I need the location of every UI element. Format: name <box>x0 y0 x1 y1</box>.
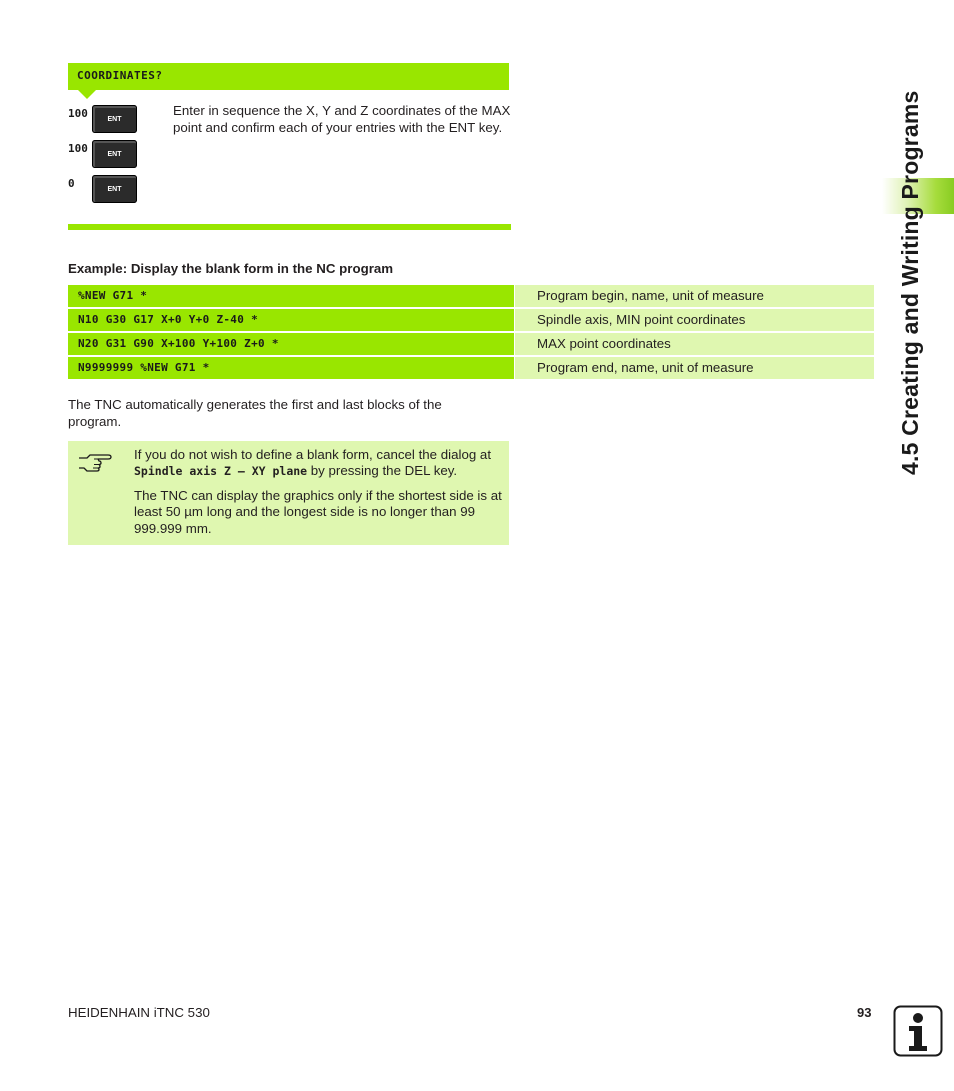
nc-block-description: Spindle axis, MIN point coordinates <box>515 309 874 331</box>
nc-block-description: Program end, name, unit of measure <box>515 357 874 379</box>
dialog-end-bar <box>68 224 511 230</box>
dialog-prompt-bar <box>68 63 509 90</box>
pointing-hand-icon <box>78 452 112 472</box>
note-box <box>68 441 509 545</box>
note-text: by pressing the DEL key. <box>307 463 458 479</box>
instruction-text: Enter in sequence the X, Y and Z coordinates of the MAX point and confirm each of your entries with the ENT key. <box>173 103 511 135</box>
nc-block: N10 G30 G17 X+0 Y+0 Z-40 * <box>68 309 514 331</box>
nc-block-description: Program begin, name, unit of measure <box>515 285 874 307</box>
body-paragraph: The TNC automatically generates the first and last blocks of the program. <box>68 397 442 429</box>
entry-value: 100 <box>68 107 88 120</box>
info-icon <box>893 1005 943 1057</box>
dialog-reference: Spindle axis Z – XY plane <box>134 464 308 479</box>
footer-product: HEIDENHAIN iTNC 530 <box>68 1005 210 1020</box>
note-text: If you do not wish to define a blank form, cancel the dialog at <box>134 447 492 462</box>
nc-block: N9999999 %NEW G71 * <box>68 357 514 379</box>
note-paragraph-2: The TNC can display the graphics only if the shortest side is at least 50 µm long and the longest side is no longer than 99 999.999 mm. <box>134 488 502 536</box>
program-row <box>68 285 874 307</box>
entry-value: 0 <box>68 177 75 190</box>
program-row <box>68 333 874 355</box>
program-row <box>68 309 874 331</box>
ent-key-button[interactable]: ENT <box>92 140 137 168</box>
nc-block-description: MAX point coordinates <box>515 333 874 355</box>
dialog-pointer <box>78 90 96 99</box>
example-heading: Example: Display the blank form in the NC program <box>68 261 394 276</box>
program-row <box>68 357 874 379</box>
note-paragraph-1 <box>134 447 502 480</box>
nc-block: N20 G31 G90 X+100 Y+100 Z+0 * <box>68 333 514 355</box>
dialog-prompt: COORDINATES? <box>77 69 163 82</box>
ent-key-button[interactable]: ENT <box>92 175 137 203</box>
ent-key-button[interactable]: ENT <box>92 105 137 133</box>
nc-block: %NEW G71 * <box>68 285 514 307</box>
page-number: 93 <box>857 1005 872 1020</box>
entry-value: 100 <box>68 142 88 155</box>
chapter-title-text: 4.5 Creating and Writing Programs <box>897 90 923 475</box>
